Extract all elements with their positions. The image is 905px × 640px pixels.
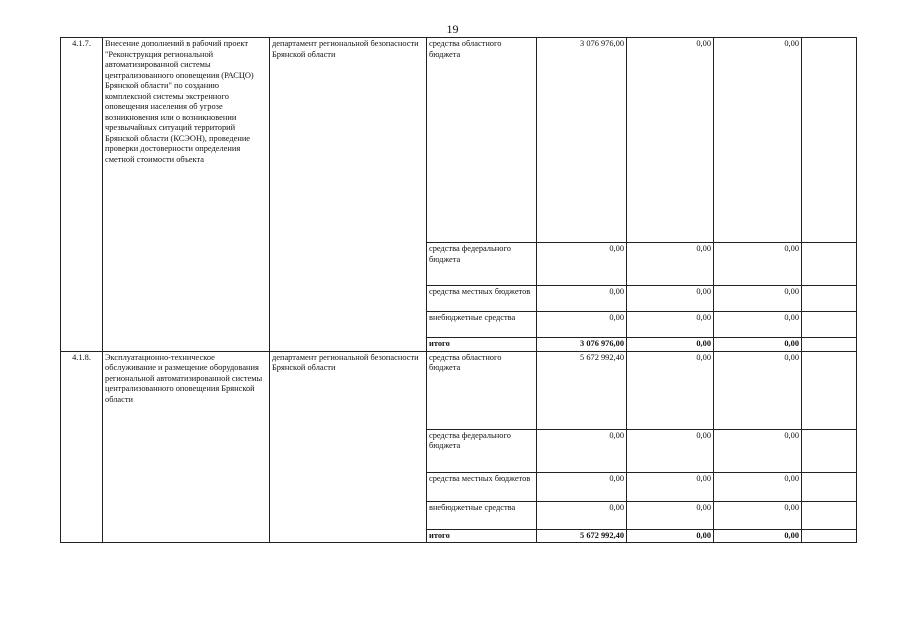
funding-source: средства местных бюджетов xyxy=(427,286,537,312)
funding-source: средства областного бюджета xyxy=(427,351,537,429)
funding-source: внебюджетные средства xyxy=(427,312,537,338)
funding-value: 5 672 992,40 xyxy=(537,351,627,429)
funding-value: 0,00 xyxy=(537,243,627,286)
funding-value: 0,00 xyxy=(714,351,802,429)
item-description: Внесение дополнений в рабочий проект "Реконструкция региональной автоматизированной системы централизованного оповещения (РАСЦО) Брянской области" по созданию комплексной системы экстренного оповещения населения об угрозе возникновения или о возникновении чрезвычайных ситуаций территорий Брянской области (КСЭОН), проведение проверки достоверности определения сметной стоимости объекта xyxy=(103,38,270,352)
empty-cell xyxy=(802,312,857,338)
funding-value: 0,00 xyxy=(627,243,714,286)
funding-source: средства областного бюджета xyxy=(427,38,537,243)
total-value: 3 076 976,00 xyxy=(537,338,627,352)
empty-cell xyxy=(802,501,857,529)
funding-value: 0,00 xyxy=(714,312,802,338)
funding-value: 0,00 xyxy=(537,472,627,501)
funding-value: 0,00 xyxy=(714,243,802,286)
item-number: 4.1.8. xyxy=(61,351,103,543)
total-value: 0,00 xyxy=(714,338,802,352)
total-value: 0,00 xyxy=(627,338,714,352)
total-label: итого xyxy=(427,529,537,543)
empty-cell xyxy=(802,243,857,286)
empty-cell xyxy=(802,529,857,543)
funding-value: 0,00 xyxy=(627,312,714,338)
item-executor: департамент региональной безопасности Брянской области xyxy=(270,38,427,352)
funding-source: средства местных бюджетов xyxy=(427,472,537,501)
total-label: итого xyxy=(427,338,537,352)
item-executor: департамент региональной безопасности Брянской области xyxy=(270,351,427,543)
funding-value: 0,00 xyxy=(627,38,714,243)
funding-value: 3 076 976,00 xyxy=(537,38,627,243)
empty-cell xyxy=(802,351,857,429)
empty-cell xyxy=(802,38,857,243)
funding-value: 0,00 xyxy=(714,501,802,529)
empty-cell xyxy=(802,429,857,472)
funding-value: 0,00 xyxy=(627,472,714,501)
table-row xyxy=(61,38,857,243)
item-description: Эксплуатационно-техническое обслуживание и размещение оборудования региональной автоматизированной системы централизованного оповещения Брянской области xyxy=(103,351,270,543)
total-value: 5 672 992,40 xyxy=(537,529,627,543)
funding-value: 0,00 xyxy=(714,38,802,243)
funding-value: 0,00 xyxy=(714,472,802,501)
budget-table xyxy=(60,37,857,543)
page-number: 19 xyxy=(446,22,459,36)
funding-value: 0,00 xyxy=(537,501,627,529)
total-value: 0,00 xyxy=(627,529,714,543)
table-row xyxy=(61,351,857,429)
empty-cell xyxy=(802,286,857,312)
total-value: 0,00 xyxy=(714,529,802,543)
funding-source: средства федерального бюджета xyxy=(427,429,537,472)
funding-value: 0,00 xyxy=(714,429,802,472)
funding-value: 0,00 xyxy=(627,351,714,429)
funding-value: 0,00 xyxy=(627,501,714,529)
funding-value: 0,00 xyxy=(537,286,627,312)
item-number: 4.1.7. xyxy=(61,38,103,352)
funding-source: внебюджетные средства xyxy=(427,501,537,529)
funding-value: 0,00 xyxy=(627,429,714,472)
funding-value: 0,00 xyxy=(537,312,627,338)
funding-source: средства федерального бюджета xyxy=(427,243,537,286)
funding-value: 0,00 xyxy=(714,286,802,312)
funding-value: 0,00 xyxy=(537,429,627,472)
empty-cell xyxy=(802,472,857,501)
funding-value: 0,00 xyxy=(627,286,714,312)
empty-cell xyxy=(802,338,857,352)
